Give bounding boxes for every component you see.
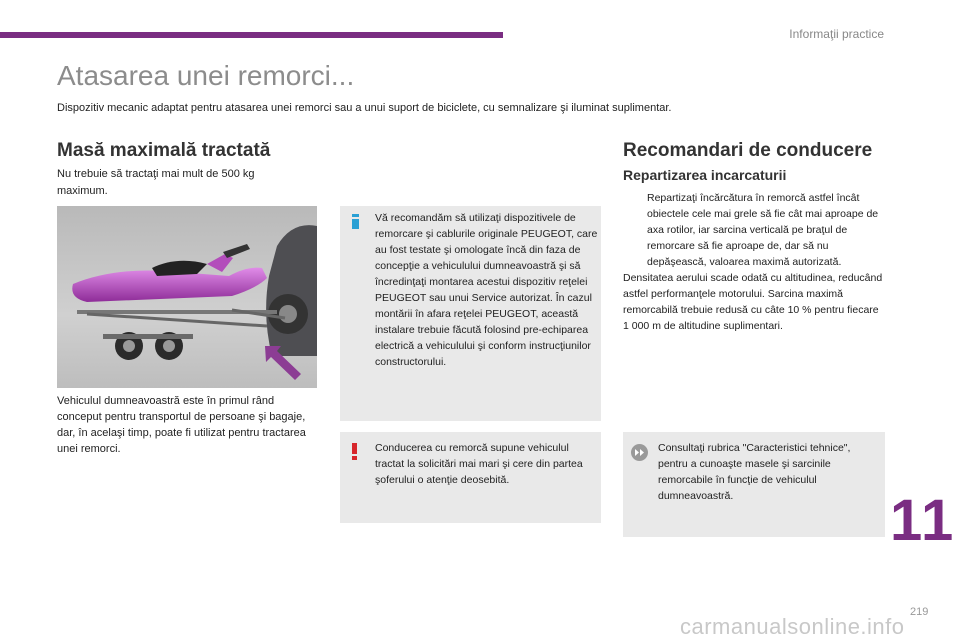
info-icon bbox=[352, 214, 359, 229]
exclamation-icon bbox=[351, 443, 359, 460]
watermark: carmanualsonline.info bbox=[680, 614, 905, 639]
warning-box-text: Conducerea cu remorcă supune vehiculul tractat la solicitări mai mari şi cere din partea şoferului o atenţie deosebită. bbox=[375, 442, 583, 486]
section-header: Informaţii practice bbox=[789, 27, 884, 41]
list-item-text: Repartizaţi încărcătura în remorcă astfel încât obiectele cele mai grele să fie cât mai aproape de axa rotilor, iar sarcina verticală pe braţul de remorcare să fie aproape de, dar să nu depăşească, valoarea maximă autorizată. bbox=[647, 192, 879, 268]
mass-heading: Masă maximală tractată bbox=[57, 140, 271, 161]
recommendations-heading: Recomandari de conducere bbox=[623, 140, 873, 161]
trailer-illustration bbox=[57, 206, 317, 388]
reference-box-text: Consultaţi rubrica "Caracteristici tehnice", pentru a cunoaşte masele şi sarcinile remorcabile în funcţie de vehiculul dumneavoastră. bbox=[658, 442, 851, 502]
load-distribution-heading: Repartizarea incarcaturii bbox=[623, 167, 787, 183]
warning-box bbox=[340, 432, 601, 523]
jetski-trailer-photo bbox=[57, 206, 317, 388]
recommendations-list bbox=[623, 190, 885, 334]
info-box bbox=[340, 206, 601, 421]
page-number: 219 bbox=[910, 606, 929, 618]
reference-arrows-icon bbox=[631, 444, 648, 461]
page-title: Atasarea unei remorci... bbox=[57, 60, 355, 91]
header-accent-bar bbox=[0, 32, 503, 38]
info-box-text: Vă recomandăm să utilizaţi dispozitivele de remorcare şi cablurile originale PEUGEOT, care au fost testate şi omologate încă din faza de concepţie a vehiculului dumneavoastră şi să încredinţaţi montarea acestui dispozitiv reţelei PEUGEOT sau unui Service autorizat. În cazul montării în afara reţelei PEUGEOT, această instalare trebuie făcută folosind pre-echiparea electrică a vehiculului şi conform instrucţiunilor constructorului. bbox=[375, 212, 598, 368]
altitude-paragraph: Densitatea aerului scade odată cu altitudinea, reducând astfel performanţele motorului. Sarcina maximă remorcabilă trebuie redusă cu câte 10 % pentru fiecare 1 000 m de altitudine suplimentari. bbox=[623, 272, 883, 332]
mass-text: Nu trebuie să tractaţi mai mult de 500 kg maximum. bbox=[57, 168, 255, 197]
vehicle-text: Vehiculul dumneavoastră este în primul rând conceput pentru transportul de persoane şi bagaje, dar, în acelaşi timp, poate fi utilizat pentru tractarea unei remorci. bbox=[57, 395, 306, 455]
intro-text: Dispozitiv mecanic adaptat pentru atasarea unei remorci sau a unui suport de biciclete, cu semnalizare şi iluminat suplimentar. bbox=[57, 102, 672, 114]
list-item bbox=[623, 190, 885, 270]
chapter-number: 11 bbox=[890, 488, 956, 553]
reference-box bbox=[623, 432, 885, 537]
